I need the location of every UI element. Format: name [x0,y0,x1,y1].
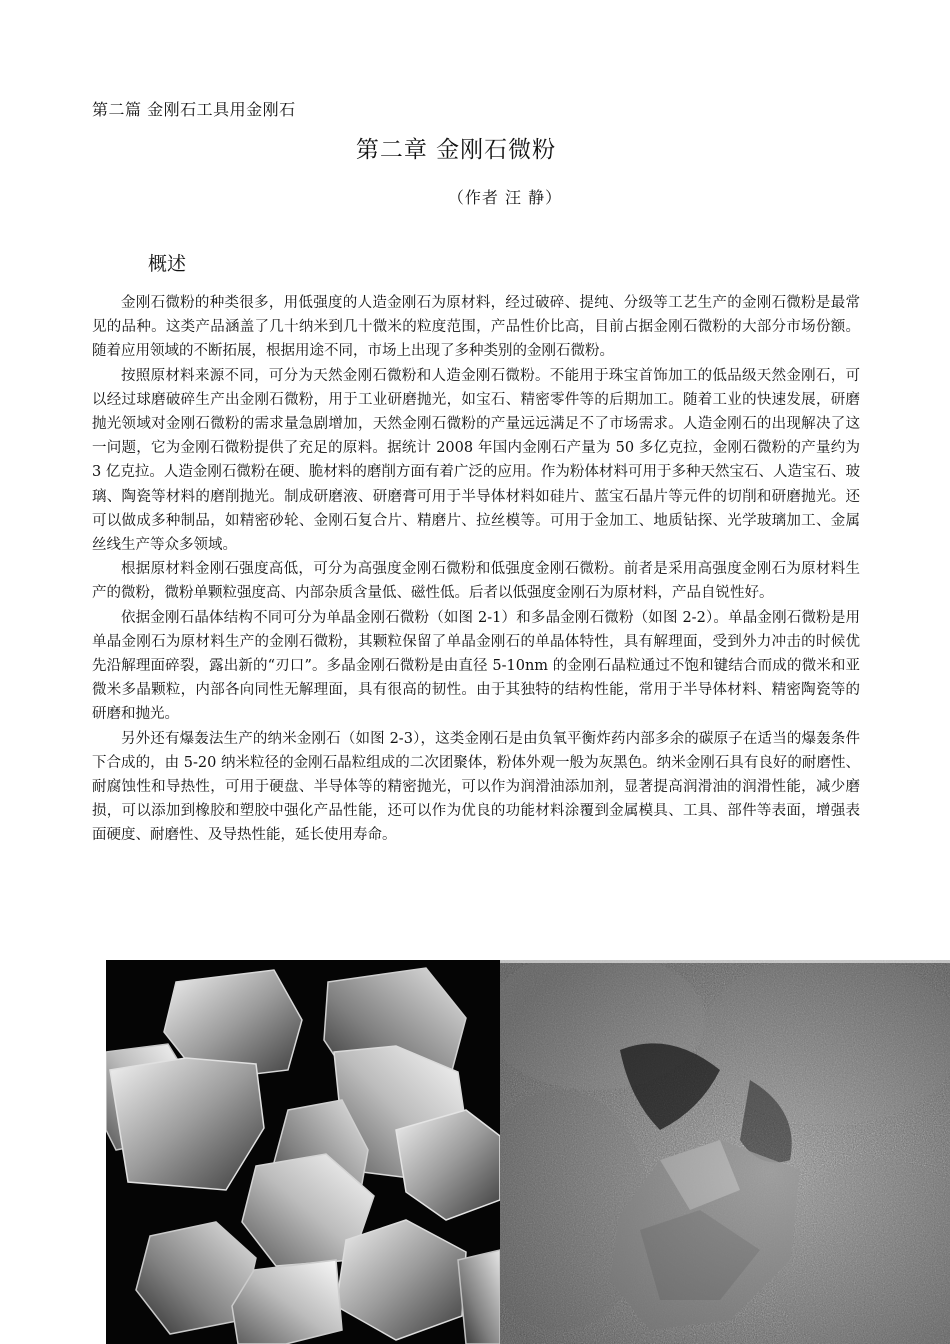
single-crystal-sem-image [106,960,500,1344]
chapter-title: 第二章 金刚石微粉 [355,137,557,163]
overview-body [92,291,860,848]
polycrystalline-sem-image [500,960,950,1344]
paragraph-3: 根据原材料金刚石强度高低，可分为高强度金刚石微粉和低强度金刚石微粉。前者是采用高强度金刚石为原材料生产的微粉，微粉单颗粒强度高、内部杂质含量低、磁性低。后者以低强度金刚石为原材料，产品自锐性好。 [92,561,860,602]
figure-row [106,960,950,1344]
paragraph-1: 金刚石微粉的种类很多，用低强度的人造金刚石为原材料，经过破碎、提纯、分级等工艺生产的金刚石微粉是最常见的品种。这类产品涵盖了几十纳米到几十微米的粒度范围，产品性价比高，目前占据金刚石微粉的大部分市场份额。随着应用领域的不断拓展，根据用途不同，市场上出现了多种类别的金刚石微粉。 [92,295,860,360]
section-header: 第二篇 金刚石工具用金刚石 [92,100,296,119]
author-line: （作者 汪 静） [447,188,563,207]
paragraph-5: 另外还有爆轰法生产的纳米金刚石（如图 2-3），这类金刚石是由负氧平衡炸药内部多余的碳原子在适当的爆轰条件下合成的，由 5-20 纳米粒径的金刚石晶粒组成的二次团聚体，粉体外观一般为灰黑色。纳米金刚石具有良好的耐磨性、耐腐蚀性和导热性，可用于硬盘、半导体等的精密抛光，可以作为润滑油添加剂，显著提高润滑油的润滑性能，减少磨损，可以添加到橡胶和塑胶中强化产品性能，还可以作为优良的功能材料涂覆到金属模具、工具、部件等表面，增强表面硬度、耐磨性、及导热性能，延长使用寿命。 [92,730,860,844]
overview-heading: 概述 [148,253,187,275]
paragraph-2: 按照原材料来源不同，可分为天然金刚石微粉和人造金刚石微粉。不能用于珠宝首饰加工的低品级天然金刚石，可以经过球磨破碎生产出金刚石微粉，用于工业研磨抛光，如宝石、精密零件等的后期加工。随着工业的快速发展，研磨抛光领域对金刚石微粉的需求量急剧增加，天然金刚石微粉的产量远远满足不了市场需求。人造金刚石的出现解决了这一问题，它为金刚石微粉提供了充足的原料。据统计 2008 年国内金刚石产量为 50 多亿克拉，金刚石微粉的产量约为 3 亿克拉。人造金刚石微粉在硬、脆材料的磨削方面有着广泛的应用。作为粉体材料可用于多种天然宝石、人造宝石、玻璃、陶瓷等材料的磨削抛光。制成研磨液、研磨膏可用于半导体材料如硅片、蓝宝石晶片等元件的切削和研磨抛光。还可以做成多种制品，如精密砂轮、金刚石复合片、精磨片、拉丝模等。可用于金加工、地质钻探、光学玻璃加工、金属丝线生产等众多领域。 [92,367,860,554]
paragraph-4: 依据金刚石晶体结构不同可分为单晶金刚石微粉（如图 2-1）和多晶金刚石微粉（如图 2-2）。单晶金刚石微粉是用单晶金刚石为原材料生产的金刚石微粉，其颗粒保留了单晶金刚石的单晶体特性，具有解理面，受到外力冲击的时候优先沿解理面碎裂，露出新的“刃口”。多晶金刚石微粉是由直径 5-10nm 的金刚石晶粒通过不饱和键结合而成的微米和亚微米多晶颗粒，内部各向同性无解理面，具有很高的韧性。由于其独特的结构性能，常用于半导体材料、精密陶瓷等的研磨和抛光。 [92,609,860,723]
